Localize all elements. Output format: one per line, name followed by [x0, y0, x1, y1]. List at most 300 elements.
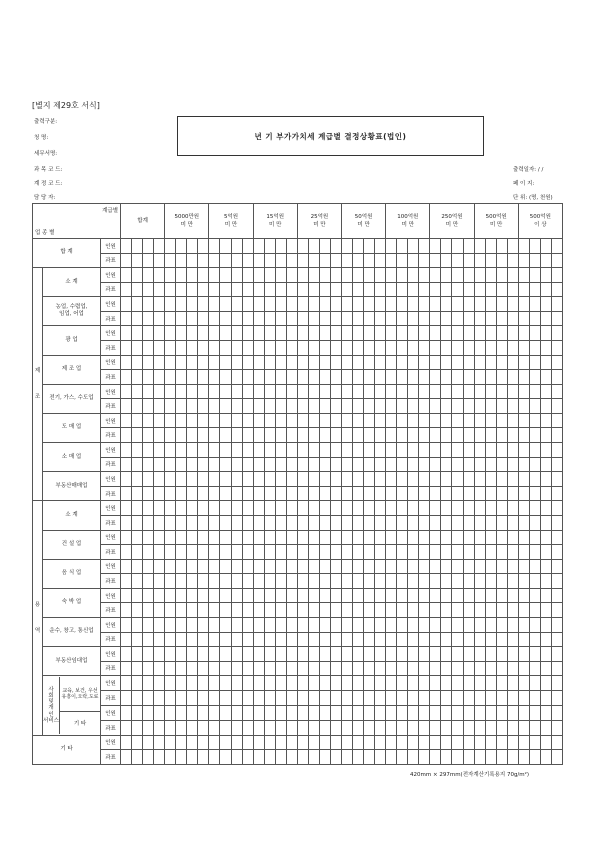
data-cell: [319, 384, 330, 399]
measure-label: 과표: [101, 515, 121, 530]
data-cell: [319, 750, 330, 765]
data-cell: [452, 472, 463, 487]
data-cell: [319, 559, 330, 574]
data-cell: [485, 720, 496, 735]
data-cell: [121, 384, 132, 399]
data-cell: [529, 545, 540, 560]
data-cell: [463, 647, 474, 662]
data-cell: [375, 530, 386, 545]
data-cell: [187, 297, 198, 312]
data-cell: [187, 311, 198, 326]
data-cell: [319, 574, 330, 589]
data-cell: [209, 647, 220, 662]
data-cell: [154, 691, 165, 706]
data-cell: [529, 559, 540, 574]
data-cell: [496, 486, 507, 501]
data-cell: [419, 530, 430, 545]
data-cell: [408, 691, 419, 706]
data-cell: [529, 472, 540, 487]
data-cell: [386, 472, 397, 487]
data-cell: [319, 399, 330, 414]
data-cell: [231, 428, 242, 443]
data-cell: [319, 691, 330, 706]
data-cell: [529, 326, 540, 341]
data-cell: [518, 545, 529, 560]
data-cell: [463, 735, 474, 750]
data-cell: [121, 472, 132, 487]
data-cell: [419, 632, 430, 647]
data-cell: [551, 588, 562, 603]
data-cell: [341, 355, 352, 370]
data-cell: [397, 384, 408, 399]
data-cell: [330, 750, 341, 765]
row-label-transport: 운수, 창고, 통신업: [43, 617, 101, 646]
data-cell: [386, 384, 397, 399]
data-cell: [231, 691, 242, 706]
data-cell: [121, 486, 132, 501]
data-cell: [397, 443, 408, 458]
data-cell: [330, 326, 341, 341]
data-cell: [154, 428, 165, 443]
data-cell: [242, 705, 253, 720]
data-cell: [209, 384, 220, 399]
data-cell: [275, 705, 286, 720]
data-cell: [275, 340, 286, 355]
data-cell: [463, 253, 474, 268]
data-cell: [375, 370, 386, 385]
data-cell: [220, 705, 231, 720]
data-cell: [551, 443, 562, 458]
data-cell: [364, 238, 375, 253]
data-cell: [452, 559, 463, 574]
data-cell: [308, 603, 319, 618]
data-cell: [275, 676, 286, 691]
data-cell: [397, 457, 408, 472]
data-cell: [275, 559, 286, 574]
data-cell: [463, 443, 474, 458]
data-cell: [496, 720, 507, 735]
data-cell: [496, 282, 507, 297]
data-cell: [375, 399, 386, 414]
data-cell: [518, 355, 529, 370]
data-cell: [209, 545, 220, 560]
data-cell: [496, 472, 507, 487]
data-cell: [408, 588, 419, 603]
data-cell: [330, 530, 341, 545]
data-cell: [507, 297, 518, 312]
data-cell: [143, 297, 154, 312]
data-cell: [308, 545, 319, 560]
data-cell: [143, 457, 154, 472]
data-cell: [353, 676, 364, 691]
meta-account-code: 계 정 코 드:: [34, 181, 63, 187]
data-cell: [209, 457, 220, 472]
data-cell: [474, 750, 485, 765]
data-cell: [253, 545, 264, 560]
data-cell: [474, 486, 485, 501]
data-cell: [353, 340, 364, 355]
data-cell: [132, 282, 143, 297]
data-cell: [551, 632, 562, 647]
data-cell: [209, 399, 220, 414]
data-cell: [275, 370, 286, 385]
data-cell: [143, 268, 154, 283]
data-cell: [496, 340, 507, 355]
data-cell: [176, 750, 187, 765]
data-cell: [242, 399, 253, 414]
data-cell: [319, 545, 330, 560]
data-cell: [253, 661, 264, 676]
data-cell: [253, 588, 264, 603]
data-cell: [364, 355, 375, 370]
data-cell: [540, 750, 551, 765]
data-cell: [496, 238, 507, 253]
data-cell: [529, 297, 540, 312]
data-cell: [264, 486, 275, 501]
data-cell: [132, 326, 143, 341]
data-cell: [485, 428, 496, 443]
data-cell: [330, 370, 341, 385]
data-cell: [551, 486, 562, 501]
data-cell: [176, 632, 187, 647]
data-cell: [121, 282, 132, 297]
data-cell: [551, 326, 562, 341]
data-cell: [397, 486, 408, 501]
data-cell: [143, 501, 154, 516]
data-cell: [474, 355, 485, 370]
data-cell: [165, 399, 176, 414]
data-cell: [540, 268, 551, 283]
data-cell: [419, 326, 430, 341]
data-cell: [408, 457, 419, 472]
data-cell: [176, 720, 187, 735]
data-cell: [253, 355, 264, 370]
data-cell: [341, 705, 352, 720]
data-cell: [176, 311, 187, 326]
data-cell: [165, 588, 176, 603]
data-cell: [485, 413, 496, 428]
data-cell: [231, 384, 242, 399]
measure-label: 인원: [101, 705, 121, 720]
data-cell: [408, 632, 419, 647]
data-cell: [529, 238, 540, 253]
data-cell: [176, 413, 187, 428]
data-cell: [330, 268, 341, 283]
data-cell: [187, 617, 198, 632]
data-cell: [187, 472, 198, 487]
data-cell: [507, 617, 518, 632]
data-cell: [209, 691, 220, 706]
data-cell: [441, 501, 452, 516]
data-cell: [264, 443, 275, 458]
data-cell: [242, 443, 253, 458]
data-cell: [485, 574, 496, 589]
row-label-food: 음 식 업: [43, 559, 101, 588]
data-cell: [286, 486, 297, 501]
data-cell: [430, 384, 441, 399]
data-cell: [386, 355, 397, 370]
data-cell: [375, 384, 386, 399]
data-cell: [264, 691, 275, 706]
data-cell: [198, 413, 209, 428]
data-cell: [286, 603, 297, 618]
data-cell: [463, 238, 474, 253]
data-cell: [165, 238, 176, 253]
data-cell: [253, 603, 264, 618]
measure-label: 과표: [101, 720, 121, 735]
data-cell: [132, 750, 143, 765]
data-cell: [231, 355, 242, 370]
data-cell: [286, 515, 297, 530]
measure-label: 과표: [101, 603, 121, 618]
data-cell: [187, 282, 198, 297]
data-cell: [253, 384, 264, 399]
data-cell: [386, 515, 397, 530]
data-cell: [485, 750, 496, 765]
data-cell: [187, 340, 198, 355]
data-cell: [198, 617, 209, 632]
data-cell: [275, 268, 286, 283]
data-cell: [540, 647, 551, 662]
column-header-top: 500억원: [485, 213, 507, 220]
data-cell: [540, 691, 551, 706]
data-cell: [386, 297, 397, 312]
data-cell: [529, 486, 540, 501]
measure-label: 과표: [101, 632, 121, 647]
data-cell: [286, 443, 297, 458]
data-cell: [198, 750, 209, 765]
data-cell: [375, 282, 386, 297]
data-cell: [551, 545, 562, 560]
data-cell: [419, 384, 430, 399]
data-cell: [386, 750, 397, 765]
data-cell: [529, 530, 540, 545]
data-cell: [408, 501, 419, 516]
data-cell: [463, 428, 474, 443]
data-cell: [430, 253, 441, 268]
data-cell: [341, 501, 352, 516]
data-cell: [308, 588, 319, 603]
data-cell: [143, 311, 154, 326]
data-cell: [176, 355, 187, 370]
data-cell: [264, 340, 275, 355]
data-cell: [330, 472, 341, 487]
data-cell: [176, 705, 187, 720]
data-cell: [187, 253, 198, 268]
data-cell: [275, 443, 286, 458]
data-cell: [132, 486, 143, 501]
data-cell: [485, 661, 496, 676]
data-cell: [518, 501, 529, 516]
data-cell: [397, 735, 408, 750]
column-header-bottom: 미 만: [445, 221, 459, 228]
data-cell: [242, 238, 253, 253]
row-label-social-other: 기 타: [73, 721, 87, 728]
meta-officer: 담 당 자:: [34, 195, 56, 201]
data-cell: [264, 603, 275, 618]
data-cell: [264, 515, 275, 530]
data-cell: [341, 515, 352, 530]
data-cell: [154, 340, 165, 355]
data-cell: [507, 326, 518, 341]
data-cell: [485, 443, 496, 458]
data-cell: [220, 720, 231, 735]
data-cell: [397, 355, 408, 370]
data-cell: [430, 647, 441, 662]
data-cell: [419, 457, 430, 472]
data-cell: [474, 647, 485, 662]
data-cell: [253, 676, 264, 691]
data-cell: [297, 370, 308, 385]
data-cell: [496, 515, 507, 530]
data-cell: [518, 632, 529, 647]
data-cell: [375, 617, 386, 632]
data-cell: [209, 735, 220, 750]
data-cell: [529, 647, 540, 662]
data-cell: [143, 413, 154, 428]
measure-label: 인원: [101, 559, 121, 574]
data-cell: [474, 574, 485, 589]
data-cell: [551, 603, 562, 618]
data-cell: [231, 530, 242, 545]
data-cell: [121, 311, 132, 326]
measure-label: 인원: [101, 472, 121, 487]
data-cell: [441, 588, 452, 603]
data-cell: [231, 253, 242, 268]
data-cell: [132, 603, 143, 618]
data-cell: [540, 253, 551, 268]
data-cell: [286, 355, 297, 370]
data-cell: [364, 370, 375, 385]
data-cell: [430, 588, 441, 603]
data-cell: [297, 750, 308, 765]
data-cell: [165, 326, 176, 341]
data-cell: [518, 268, 529, 283]
data-cell: [507, 501, 518, 516]
data-cell: [209, 443, 220, 458]
data-cell: [463, 355, 474, 370]
data-cell: [187, 501, 198, 516]
data-cell: [430, 559, 441, 574]
data-cell: [496, 311, 507, 326]
data-cell: [353, 370, 364, 385]
data-cell: [375, 413, 386, 428]
data-cell: [441, 545, 452, 560]
data-cell: [386, 428, 397, 443]
data-cell: [264, 617, 275, 632]
data-cell: [308, 413, 319, 428]
data-cell: [419, 238, 430, 253]
data-cell: [198, 661, 209, 676]
data-cell: [242, 559, 253, 574]
data-cell: [176, 559, 187, 574]
header-corner: [33, 204, 121, 239]
data-cell: [319, 326, 330, 341]
data-cell: [330, 399, 341, 414]
data-cell: [330, 413, 341, 428]
data-cell: [540, 238, 551, 253]
data-cell: [518, 370, 529, 385]
data-cell: [375, 311, 386, 326]
data-cell: [485, 268, 496, 283]
data-cell: [529, 501, 540, 516]
data-cell: [463, 384, 474, 399]
data-cell: [474, 370, 485, 385]
data-cell: [364, 515, 375, 530]
data-cell: [386, 268, 397, 283]
data-cell: [330, 720, 341, 735]
data-cell: [253, 282, 264, 297]
data-cell: [496, 413, 507, 428]
data-cell: [386, 676, 397, 691]
data-cell: [165, 311, 176, 326]
data-cell: [319, 340, 330, 355]
data-cell: [375, 676, 386, 691]
data-cell: [529, 370, 540, 385]
data-cell: [430, 486, 441, 501]
data-cell: [319, 443, 330, 458]
data-cell: [198, 457, 209, 472]
row-label-other: 기 타: [33, 735, 101, 764]
data-cell: [341, 443, 352, 458]
data-cell: [529, 720, 540, 735]
data-cell: [143, 340, 154, 355]
data-cell: [176, 370, 187, 385]
data-cell: [286, 253, 297, 268]
data-cell: [397, 750, 408, 765]
data-cell: [176, 457, 187, 472]
data-cell: [231, 574, 242, 589]
data-cell: [551, 384, 562, 399]
data-cell: [474, 588, 485, 603]
data-cell: [143, 326, 154, 341]
data-cell: [341, 268, 352, 283]
data-cell: [121, 647, 132, 662]
column-header: [209, 204, 253, 239]
data-cell: [165, 282, 176, 297]
data-cell: [143, 691, 154, 706]
data-cell: [121, 238, 132, 253]
data-cell: [231, 238, 242, 253]
data-cell: [242, 632, 253, 647]
data-cell: [297, 311, 308, 326]
data-cell: [364, 647, 375, 662]
data-cell: [297, 545, 308, 560]
data-cell: [474, 661, 485, 676]
data-cell: [143, 705, 154, 720]
data-cell: [165, 750, 176, 765]
data-cell: [419, 617, 430, 632]
data-cell: [496, 559, 507, 574]
data-cell: [308, 486, 319, 501]
data-cell: [529, 457, 540, 472]
data-cell: [474, 617, 485, 632]
data-cell: [143, 530, 154, 545]
data-cell: [529, 588, 540, 603]
data-cell: [121, 574, 132, 589]
data-cell: [375, 574, 386, 589]
data-cell: [540, 720, 551, 735]
data-cell: [154, 413, 165, 428]
data-cell: [132, 735, 143, 750]
measure-label: 인원: [101, 647, 121, 662]
data-cell: [441, 750, 452, 765]
data-cell: [231, 515, 242, 530]
data-cell: [176, 545, 187, 560]
data-cell: [529, 750, 540, 765]
data-cell: [264, 384, 275, 399]
data-cell: [132, 355, 143, 370]
